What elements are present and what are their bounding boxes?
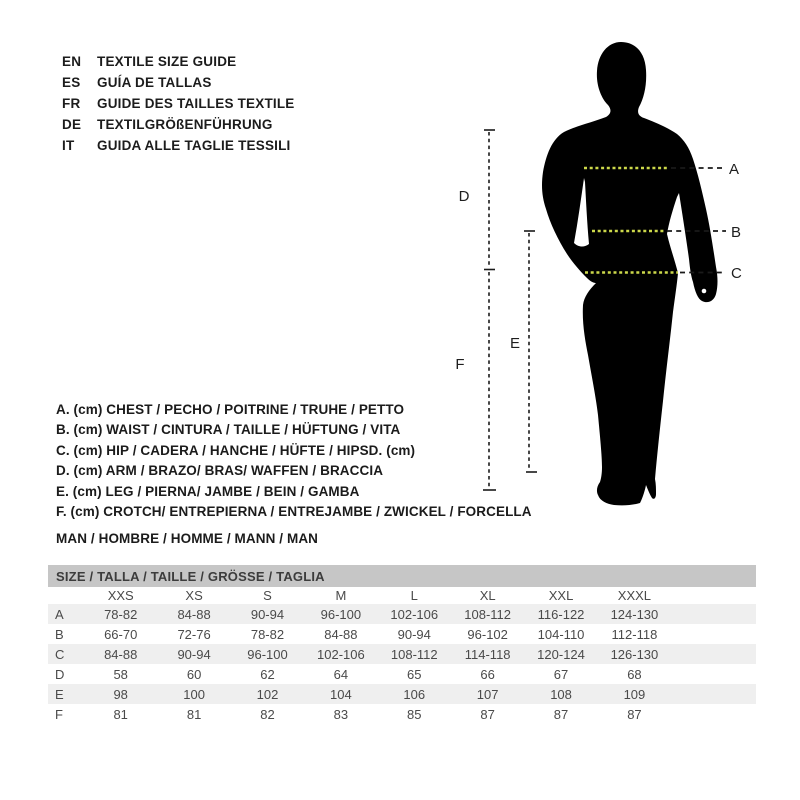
table-row xyxy=(48,624,756,644)
size-cell: 83 xyxy=(333,706,349,722)
size-cell: 62 xyxy=(260,666,275,682)
column-header: XXS xyxy=(107,588,134,603)
row-label: C xyxy=(55,646,65,662)
size-cell: 102-106 xyxy=(317,646,365,662)
column-header: XL xyxy=(479,588,496,603)
language-row xyxy=(62,51,295,72)
measure-label-c: C xyxy=(731,265,742,282)
size-cell: 108-112 xyxy=(464,606,512,622)
gender-line: MAN / HOMBRE / HOMME / MANN / MAN xyxy=(56,531,319,546)
size-cell: 108 xyxy=(550,686,572,702)
row-label: E xyxy=(55,686,64,702)
column-header: XXL xyxy=(548,588,574,603)
row-label: D xyxy=(55,666,65,682)
measure-label-b: B xyxy=(731,224,742,241)
size-cell: 102-106 xyxy=(390,606,439,622)
table-row xyxy=(48,604,756,624)
measure-label-f: F xyxy=(455,356,465,373)
language-label: GUIDA ALLE TAGLIE TESSILI xyxy=(97,138,291,153)
language-label: GUÍA DE TALLAS xyxy=(97,75,212,90)
size-cell: 84-88 xyxy=(104,646,138,662)
size-cell: 72-76 xyxy=(177,626,211,642)
size-cell: 107 xyxy=(476,686,499,702)
language-label: TEXTILE SIZE GUIDE xyxy=(97,54,237,69)
column-header: S xyxy=(263,588,272,603)
size-cell: 90-94 xyxy=(177,646,211,662)
size-cell: 78-82 xyxy=(250,626,285,642)
size-cell: 87 xyxy=(627,706,642,722)
language-row xyxy=(62,93,295,114)
size-cell: 116-122 xyxy=(537,606,585,622)
size-cell: 64 xyxy=(333,666,349,682)
size-cell: 108-112 xyxy=(390,646,438,662)
row-label: F xyxy=(55,706,63,722)
size-cell: 66 xyxy=(480,666,495,682)
size-cell: 96-100 xyxy=(320,606,362,622)
size-table-header-row xyxy=(48,587,756,604)
column-header: L xyxy=(410,588,418,603)
language-row xyxy=(62,135,295,156)
size-cell: 102 xyxy=(256,686,279,702)
measurement-legend xyxy=(56,400,532,522)
language-label: GUIDE DES TAILLES TEXTILE xyxy=(97,96,295,111)
size-cell: 78-82 xyxy=(104,606,138,622)
size-cell: 98 xyxy=(113,686,128,702)
size-cell: 65 xyxy=(407,666,422,682)
size-cell: 104-110 xyxy=(537,626,585,642)
size-cell: 90-94 xyxy=(250,606,285,622)
legend-line: A. (cm) CHEST / PECHO / POITRINE / TRUHE / PETTO xyxy=(56,402,405,417)
size-cell: 96-102 xyxy=(467,626,508,642)
size-cell: 126-130 xyxy=(610,646,659,662)
table-row xyxy=(48,704,756,724)
legend-line: C. (cm) HIP / CADERA / HANCHE / HÜFTE / HIPSD. (cm) xyxy=(56,442,416,458)
size-cell: 85 xyxy=(407,706,422,722)
measure-label-e: E xyxy=(509,335,521,352)
thumb-highlight xyxy=(702,289,707,294)
size-cell: 104 xyxy=(330,686,352,702)
size-cell: 120-124 xyxy=(537,646,585,662)
language-code: DE xyxy=(62,117,82,132)
size-cell: 112-118 xyxy=(611,626,658,642)
measure-label-a: A xyxy=(729,161,740,178)
table-row xyxy=(48,644,756,664)
size-cell: 96-100 xyxy=(247,646,288,662)
size-cell: 87 xyxy=(553,706,569,722)
column-header: XS xyxy=(185,588,203,603)
size-cell: 124-130 xyxy=(610,606,659,622)
size-cell: 81 xyxy=(186,706,202,722)
language-code: IT xyxy=(62,138,75,153)
size-cell: 84-88 xyxy=(324,626,358,642)
language-label: TEXTILGRÖßENFÜHRUNG xyxy=(97,117,273,132)
legend-line: E. (cm) LEG / PIERNA/ JAMBE / BEIN / GAMBA xyxy=(56,483,360,499)
man-silhouette xyxy=(542,42,718,505)
language-title-list xyxy=(62,51,295,156)
size-cell: 60 xyxy=(186,666,202,682)
column-header: XXXL xyxy=(617,588,652,603)
size-cell: 100 xyxy=(183,686,205,702)
row-label: B xyxy=(55,626,64,642)
language-code: EN xyxy=(62,54,82,69)
size-cell: 67 xyxy=(553,666,569,682)
column-header: M xyxy=(335,588,347,603)
size-cell: 90-94 xyxy=(397,626,431,642)
size-table xyxy=(48,565,756,724)
row-label: A xyxy=(55,606,64,622)
size-cell: 106 xyxy=(403,686,426,702)
size-cell: 81 xyxy=(113,706,128,722)
size-table-title: SIZE / TALLA / TAILLE / GRÖSSE / TAGLIA xyxy=(48,565,756,587)
legend-line: D. (cm) ARM / BRAZO/ BRAS/ WAFFEN / BRACCIA xyxy=(56,463,384,479)
language-row xyxy=(62,72,295,93)
table-row xyxy=(48,664,756,684)
legend-line: F. (cm) CROTCH/ ENTREPIERNA / ENTREJAMBE / ZWICKEL / FORCELLA xyxy=(56,504,532,520)
size-cell: 82 xyxy=(260,706,275,722)
language-code: ES xyxy=(62,75,81,90)
language-row xyxy=(62,114,295,135)
size-cell: 58 xyxy=(113,666,128,682)
legend-line: B. (cm) WAIST / CINTURA / TAILLE / HÜFTUNG / VITA xyxy=(56,422,401,438)
size-cell: 87 xyxy=(480,706,495,722)
size-cell: 68 xyxy=(627,666,642,682)
size-cell: 109 xyxy=(623,686,646,702)
size-table-body xyxy=(48,604,756,724)
size-cell: 84-88 xyxy=(177,606,211,622)
size-cell: 114-118 xyxy=(464,646,511,662)
measure-label-d: D xyxy=(458,188,470,205)
language-code: FR xyxy=(62,96,81,111)
size-cell: 66-70 xyxy=(104,626,138,642)
table-row xyxy=(48,684,756,704)
